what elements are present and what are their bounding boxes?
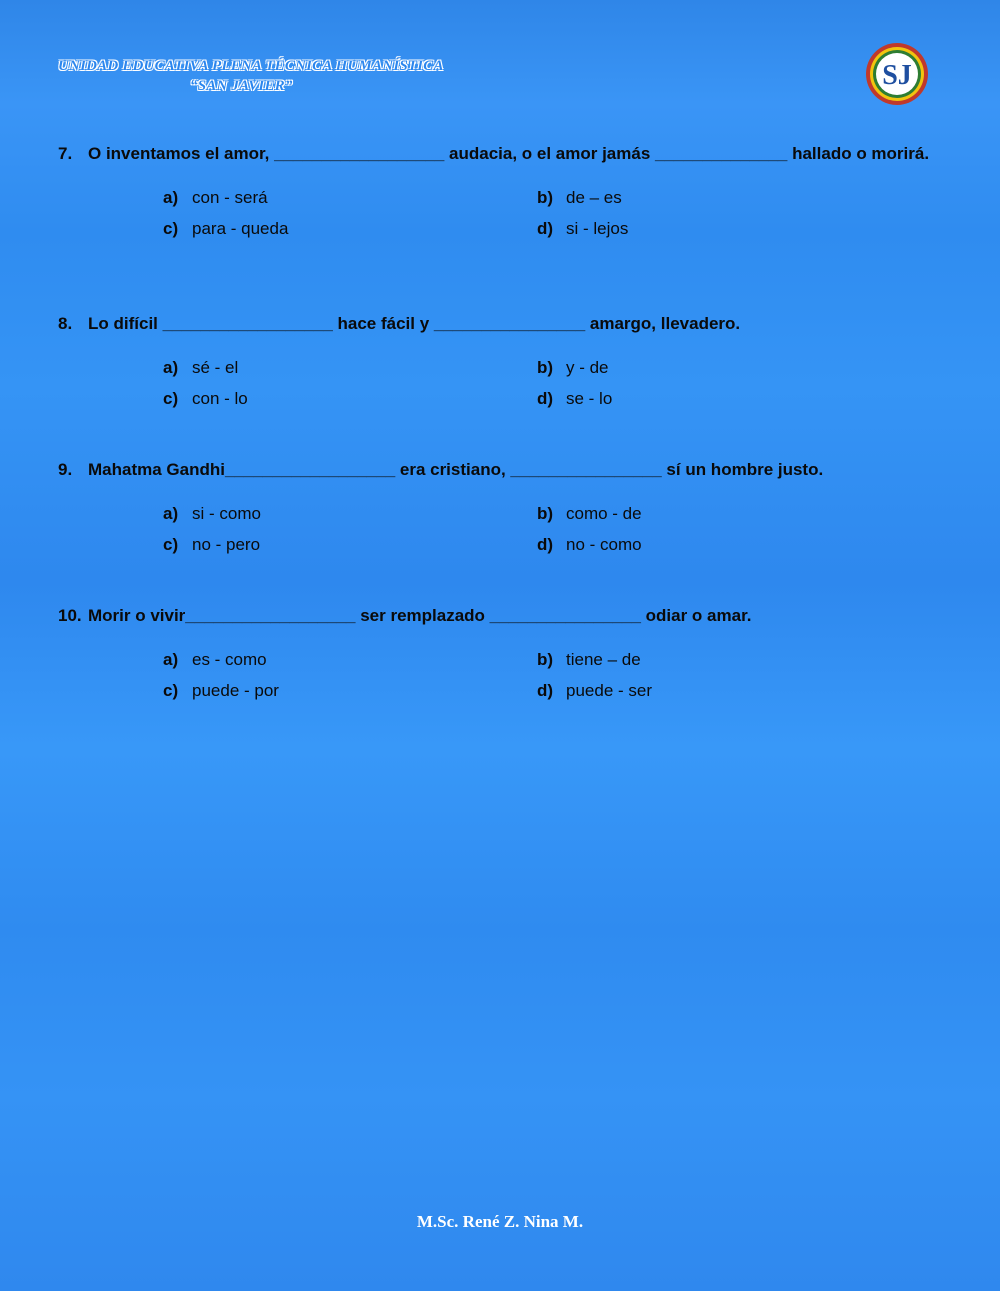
option-b[interactable]: b) como - de [537,504,642,523]
option-b[interactable]: b) y - de [537,358,609,377]
option-a[interactable]: a) sé - el [163,358,239,377]
option-c[interactable]: c) no - pero [163,535,261,554]
question-number: 10. [58,606,82,625]
option-b[interactable]: b) de – es [537,188,622,207]
question-sentence: Lo difícil __________________ hace fácil y ________________ amargo, llevadero. [88,314,741,333]
question-10 [58,604,948,714]
question-8 [58,312,948,422]
option-d[interactable]: d) puede - ser [537,681,652,700]
author-footer: M.Sc. René Z. Nina M. [416,1212,584,1231]
options-group [58,358,948,422]
option-b[interactable]: b) tiene – de [537,650,641,669]
option-d[interactable]: d) no - como [537,535,642,554]
option-a[interactable]: a) con - será [163,188,268,207]
option-c[interactable]: c) para - queda [163,219,289,238]
question-text [58,142,948,166]
question-9 [58,458,948,568]
option-a[interactable]: a) si - como [163,504,261,523]
question-sentence: Morir o vivir__________________ ser remplazado ________________ odiar o amar. [88,606,752,625]
question-sentence: O inventamos el amor, __________________ audacia, o el amor jamás ______________ hallado o morirá. [88,144,930,163]
question-text [58,458,948,482]
question-text [58,312,948,336]
question-7 [58,142,948,252]
school-logo-icon [865,42,929,106]
logo-text: SJ [882,60,912,91]
options-group [58,504,948,568]
option-c[interactable]: c) con - lo [163,389,248,408]
question-number: 7. [58,144,73,163]
school-subname: “SAN JAVIER” [190,78,293,94]
question-number: 8. [58,314,73,333]
school-header [58,58,444,95]
school-name: UNIDAD EDUCATIVA PLENA TÉCNICA HUMANÍSTICA [58,58,444,74]
question-number: 9. [58,460,73,479]
option-c[interactable]: c) puede - por [163,681,279,700]
options-group [58,650,948,714]
option-d[interactable]: d) si - lejos [537,219,629,238]
options-group [58,188,948,252]
question-text [58,604,948,628]
option-a[interactable]: a) es - como [163,650,267,669]
option-d[interactable]: d) se - lo [537,389,613,408]
question-sentence: Mahatma Gandhi__________________ era cristiano, ________________ sí un hombre justo. [88,460,824,479]
